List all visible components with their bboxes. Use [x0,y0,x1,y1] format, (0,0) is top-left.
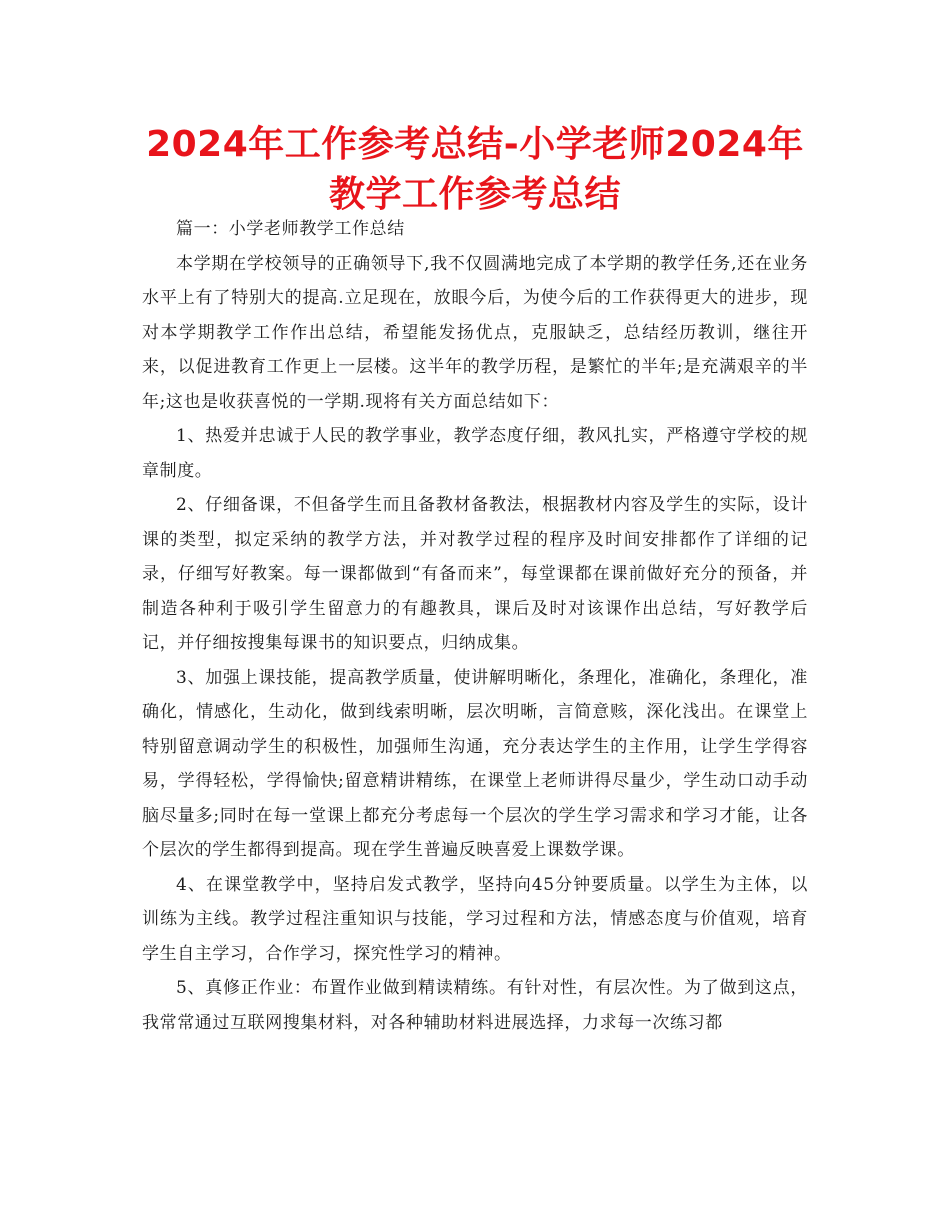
document-title: 2024年工作参考总结-小学老师2024年教学工作参考总结 [146,124,804,215]
section-heading: 篇一：小学老师教学工作总结 [176,219,405,239]
paragraph-item-3: 3、加强上课技能，提高教学质量，使讲解明晰化，条理化，准确化，条理化，准确化，情感化，生动化，做到线索明晰，层次明晰，言简意赅，深化浅出。在课堂上特别留意调动学生的积极性，加强师生沟通，充分表达学生的主作用，让学生学得容易，学得轻松，学得愉快;留意精讲精练，在课堂上老师讲得尽量少，学生动口动手动脑尽量多;同时在每一堂课上都充分考虑每一个层次的学生学习需求和学习才能，让各个层次的学生都得到提高。现在学生普遍反映喜爱上课数学课。 [142,667,808,860]
intro-paragraph: 本学期在学校领导的正确领导下,我不仅圆满地完成了本学期的教学任务,还在业务水平上有了特别大的提高.立足现在，放眼今后，为使今后的工作获得更大的进步，现对本学期教学工作作出总结，希望能发扬优点，克服缺乏，总结经历教训，继往开来，以促进教育工作更上一层楼。这半年的教学历程，是繁忙的半年;是充满艰辛的半年;这也是收获喜悦的一学期.现将有关方面总结如下： [142,253,808,412]
paragraph-item-5: 5、真修正作业：布置作业做到精读精练。有针对性，有层次性。为了做到这点，我常常通过互联网搜集材料，对各种辅助材料进展选择，力求每一次练习都 [142,978,808,1033]
paragraph-item-1: 1、热爱并忠诚于人民的教学事业，教学态度仔细，教风扎实，严格遵守学校的规章制度。 [142,426,808,481]
document-body [142,212,808,1040]
paragraph-item-2: 2、仔细备课，不但备学生而且备教材备教法，根据教材内容及学生的实际，设计课的类型，拟定采纳的教学方法，并对教学过程的程序及时间安排都作了详细的记录，仔细写好教案。每一课都做到“有备而来”，每堂课都在课前做好充分的预备，并制造各种利于吸引学生留意力的有趣教具，课后及时对该课作出总结，写好教学后记，并仔细按搜集每课书的知识要点，归纳成集。 [142,495,808,653]
paragraph-item-4: 4、在课堂教学中，坚持启发式教学，坚持向45分钟要质量。以学生为主体，以训练为主线。教学过程注重知识与技能，学习过程和方法，情感态度与价值观，培育学生自主学习，合作学习，探究性学习的精神。 [142,874,808,964]
